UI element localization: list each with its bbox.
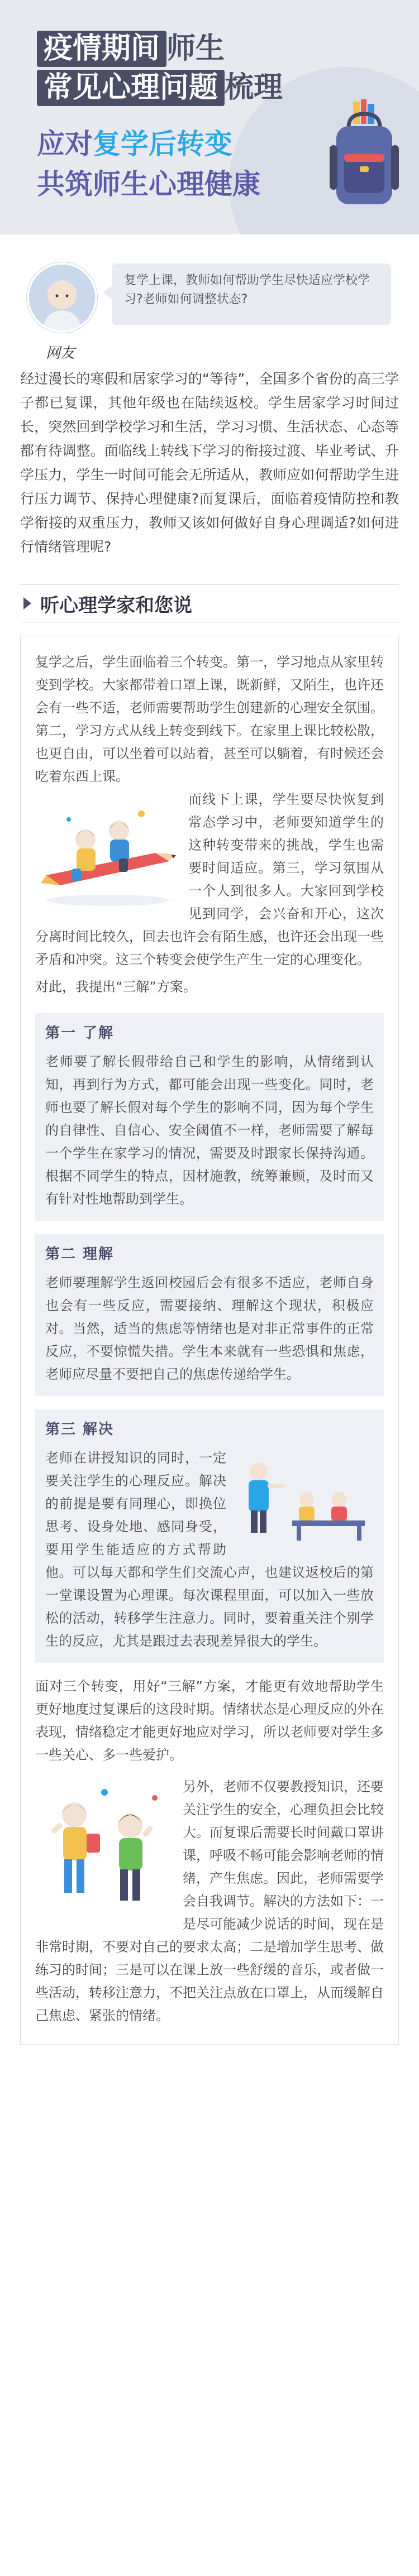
happy-students-illustration	[35, 1776, 175, 1915]
intro-paragraph: 经过漫长的寒假和居家学习的“等待”，全国多个省份的高三学子都已复课，其他年级也在陆续返校。学生居家学习时间过长，突然回到学校学习和生活，学习习惯、生活状态、心态等都有待调整。面临线上转线下学习的衔接过渡、毕业考试、升学压力，学生一时间可能会无所适从，教师应如何帮助学生进行压力调节、保持心理健康?而复课后，面临着疫情防控和教学衔接的双重压力，教师又该如何做好自身心理调适?如何进行情绪管理呢?	[20, 371, 399, 555]
banner-subtitle-line-1: 应对复学后转变	[37, 128, 232, 160]
paragraph-summary: 面对三个转变，用好“三解”方案，才能更有效地帮助学生更好地度过复课后的这段时期。情绪状态是心理反应的外在表现，情绪稳定才能更好地应对学习，所以老师要对学生多一些关心、多一些爱护。	[35, 1678, 384, 1763]
banner-title-line-2: 常见心理问题 梳理	[37, 64, 283, 106]
block-heading: 第三 解决	[45, 1421, 115, 1438]
header-banner	[0, 0, 419, 234]
triangle-bullet-icon	[23, 597, 31, 610]
banner-highlight-2: 常见心理问题	[37, 70, 225, 106]
block-heading: 第一 了解	[45, 1025, 115, 1042]
question-section	[0, 252, 419, 367]
section-header	[20, 584, 399, 622]
child-avatar-icon	[29, 265, 95, 330]
school-bag-icon	[325, 99, 403, 211]
solution-block-understand	[35, 1013, 384, 1221]
paragraph-three-solutions-intro: 对此，我提出“三解”方案。	[35, 979, 197, 995]
block-text: 老师要理解学生返回校园后会有很多不适应，老师自身也会有一些反应，需要接纳、理解这个现状，积极应对。当然，适当的焦虑等情绪也是对非正常事件的正常反应，不要惊慌失措。学生本来就有一些恐惧和焦虑，老师应尽量不要把自己的焦虑传递给学生。	[45, 1275, 374, 1382]
block-text: 老师要了解长假带给自己和学生的影响，从情绪到认知，再到行为方式，都可能会出现一些变化。同时，老师也要了解长假对每个学生的影响不同，因为每个学生的自律性、自信心、安全阈值不一样，老师需要了解每一个学生在家学习的情况，需要及时跟家长保持沟通。根据不同学生的特点，因材施教，统筹兼顾，及时而又有针对性地帮助到学生。	[45, 1054, 374, 1207]
question-bubble: 复学上课，教师如何帮助学生尽快适应学校学习?老师如何调整状态?	[112, 263, 391, 325]
solution-block-solve	[35, 1409, 384, 1663]
banner-subtitle-line-2: 共筑师生心理健康	[37, 168, 260, 200]
bottom-spacer	[0, 2045, 419, 2067]
paragraph-three-changes: 复学之后，学生面临着三个转变。第一，学习地点从家里转变到学校。大家都带着口罩上课，既新鲜，又陌生，也许还会有一些不适，老师需要帮助学生创建新的心理安全氛围。第二，学习方式从线上转变到线下。在家里上课比较松散，也更自由，可以坐着可以站着，甚至可以躺着，有时候还会吃着东西上课。	[35, 654, 384, 784]
teacher-classroom-illustration	[234, 1450, 374, 1545]
block-heading: 第二 理解	[45, 1246, 115, 1263]
paragraph-three-changes-cont: 而线下上课，学生要尽快恢复到常态学习中，老师要知道学生的这种转变带来的挑战，学生也需要时间适应。第三，学习氛围从一个人到很多人。大家回到学校见到同学，会兴奋和开心，这次分离时间比较久，回去也许会有陌生感，也许还会出现一些矛盾和冲突。这三个转变会使学生产生一定的心理变化。	[35, 791, 384, 967]
asker-name: 网友	[45, 345, 75, 362]
kids-riding-pencil-illustration	[35, 791, 180, 909]
paragraph-teacher-self-adjust: 另外，老师不仅要教授知识，还要关注学生的安全，心理负担会比较大。而复课后需要长时间戴口罩讲课，呼吸不畅可能会影响老师的情绪，产生焦虑。因此，老师需要学会自我调节。解决的方法如下：一是尽可能减少说话的时间，现在是非常时期，不要对自己的要求太高；二是增加学生思考、做练习的时间；三是可以在课上放一些舒缓的音乐，或者做一些活动，转移注意力，不把关注点放在口罩上，从而缓解自己焦虑、紧张的情绪。	[35, 1779, 384, 2023]
expert-answer-box	[20, 636, 399, 2045]
solution-block-comprehend	[35, 1234, 384, 1396]
avatar	[27, 262, 97, 333]
banner-highlight-1: 疫情期间	[37, 31, 166, 67]
banner-title-line-1: 疫情期间 师生	[37, 25, 225, 67]
section-title: 听心理学家和您说	[40, 594, 192, 617]
block-text: 老师在讲授知识的同时，一定要关注学生的心理反应。解决的前提是要有同理心，即换位思考、设身处地、感同身受，要用学生能适应的方式帮助他。可以每天都和学生们交流心声，也建议返校后的第一堂课设置为心理课。每次课程里面，可以加入一些放松的活动，转移学生注意力。同时，要着重关注个别学生的反应，尤其是跟过去表现差异很大的学生。	[45, 1450, 374, 1649]
